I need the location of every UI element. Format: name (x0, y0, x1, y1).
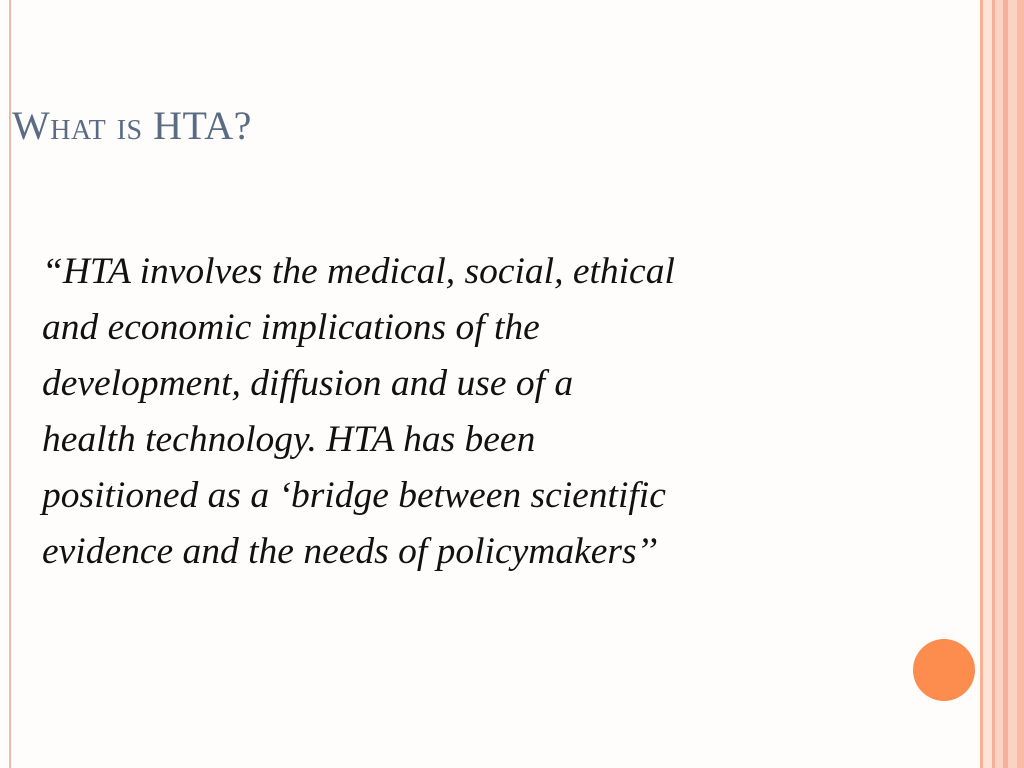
decorative-circle (913, 639, 975, 701)
right-decorative-stripes (980, 0, 1024, 768)
stripe (1008, 0, 1017, 768)
quote-line: “HTA involves the medical, social, ethical (42, 251, 675, 292)
quote-line: evidence and the needs of policymakers’’ (42, 531, 658, 572)
stripe (995, 0, 1003, 768)
quote-line: development, diffusion and use of a (42, 363, 574, 404)
quote-line: and economic implications of the (42, 307, 540, 348)
definition-quote (42, 244, 942, 580)
slide-title: What is HTA? (12, 103, 252, 148)
stripe (1017, 0, 1024, 768)
left-decorative-line (9, 0, 11, 768)
stripe (983, 0, 992, 768)
quote-line: health technology. HTA has been (42, 419, 536, 460)
quote-line: positioned as a ‘bridge between scientific (42, 475, 666, 516)
